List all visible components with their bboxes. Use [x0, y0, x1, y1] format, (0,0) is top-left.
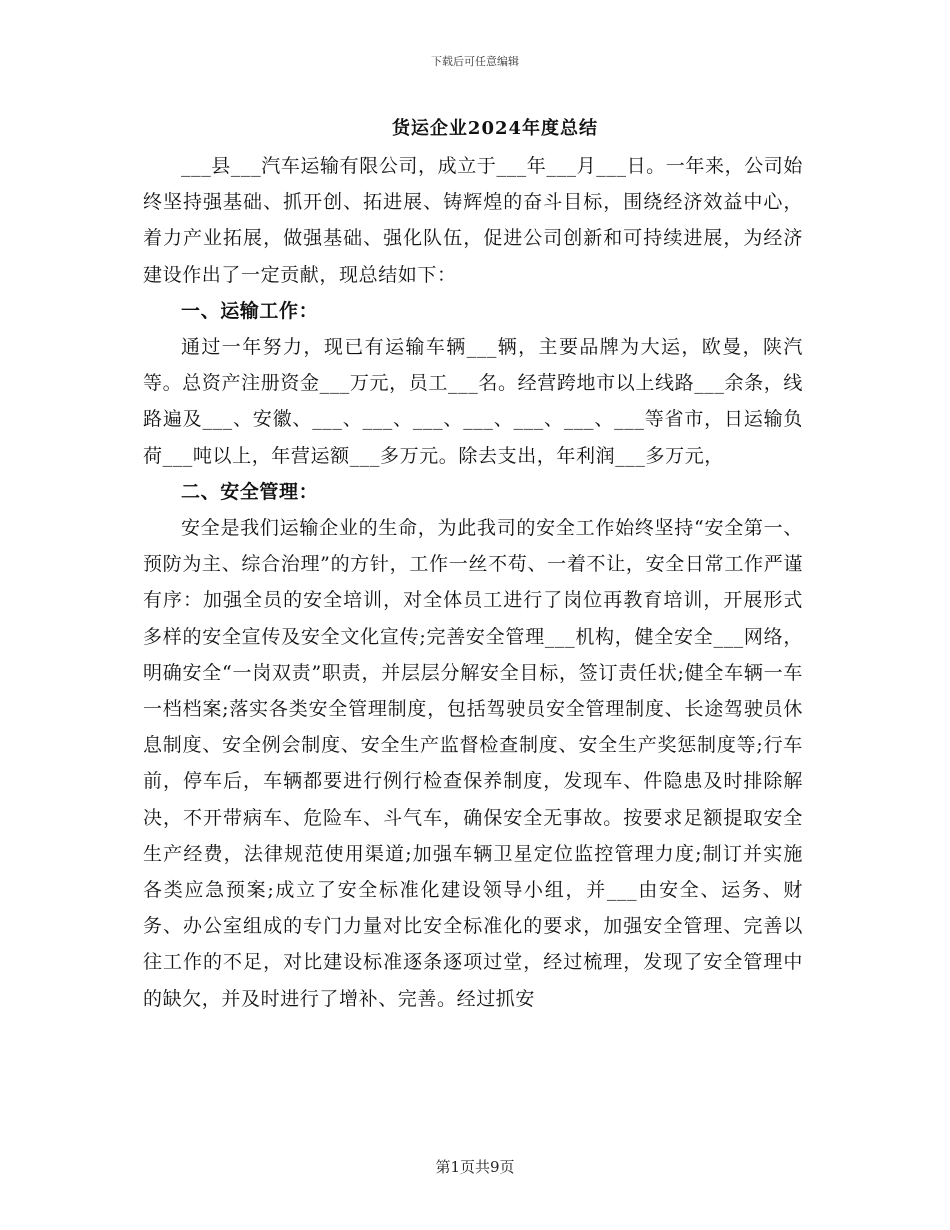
transport-paragraph: 通过一年努力，现已有运输车辆___辆，主要品牌为大运，欧曼，陕汽等。总资产注册资金___万元，员工___名。经营跨地市以上线路___余条，线路遍及___、安徽、___、___、___、___、___、___、___等省市，日运输负荷___吨以上，年营运额___多万元。除去支出，年利润___多万元， — [143, 336, 803, 467]
section-heading-safety: 二、安全管理： — [181, 480, 319, 503]
document-body — [143, 148, 803, 1017]
page-number: 第1页共9页 — [435, 1158, 515, 1176]
intro-paragraph: ___县___汽车运输有限公司，成立于___年___月___日。一年来，公司始终坚持强基础、抓开创、拓进展、铸辉煌的奋斗目标，围绕经济效益中心，着力产业拓展，做强基础、强化队伍，促进公司创新和可持续进展，为经济建设作出了一定贡献，现总结如下： — [143, 155, 803, 286]
page-header-note: 下载后可任意编辑 — [431, 55, 519, 68]
safety-paragraph: 安全是我们运输企业的生命，为此我司的安全工作始终坚持“安全第一、预防为主、综合治理”的方针，工作一丝不苟、一着不让，安全日常工作严谨有序：加强全员的安全培训，对全体员工进行了岗位再教育培训，开展形式多样的安全宣传及安全文化宣传;完善安全管理___机构，健全安全___网络，明确安全“一岗双责”职责，并层层分解安全目标，签订责任状;健全车辆一车一档档案;落实各类安全管理制度，包括驾驶员安全管理制度、长途驾驶员休息制度、安全例会制度、安全生产监督检查制度、安全生产奖惩制度等;行车前，停车后，车辆都要进行例行检查保养制度，发现车、件隐患及时排除解决，不开带病车、危险车、斗气车，确保安全无事故。按要求足额提取安全生产经费，法律规范使用渠道;加强车辆卫星定位监控管理力度;制订并实施各类应急预案;成立了安全标准化建设领导小组，并___由安全、运务、财务、办公室组成的专门力量对比安全标准化的要求，加强安全管理、完善以往工作的不足，对比建设标准逐条逐项过堂，经过梳理，发现了安全管理中的缺欠，并及时进行了增补、完善。经过抓安 — [143, 517, 803, 1010]
document-title: 货运企业2024年度总结 — [391, 118, 599, 139]
section-heading-transport: 一、运输工作： — [181, 299, 319, 322]
